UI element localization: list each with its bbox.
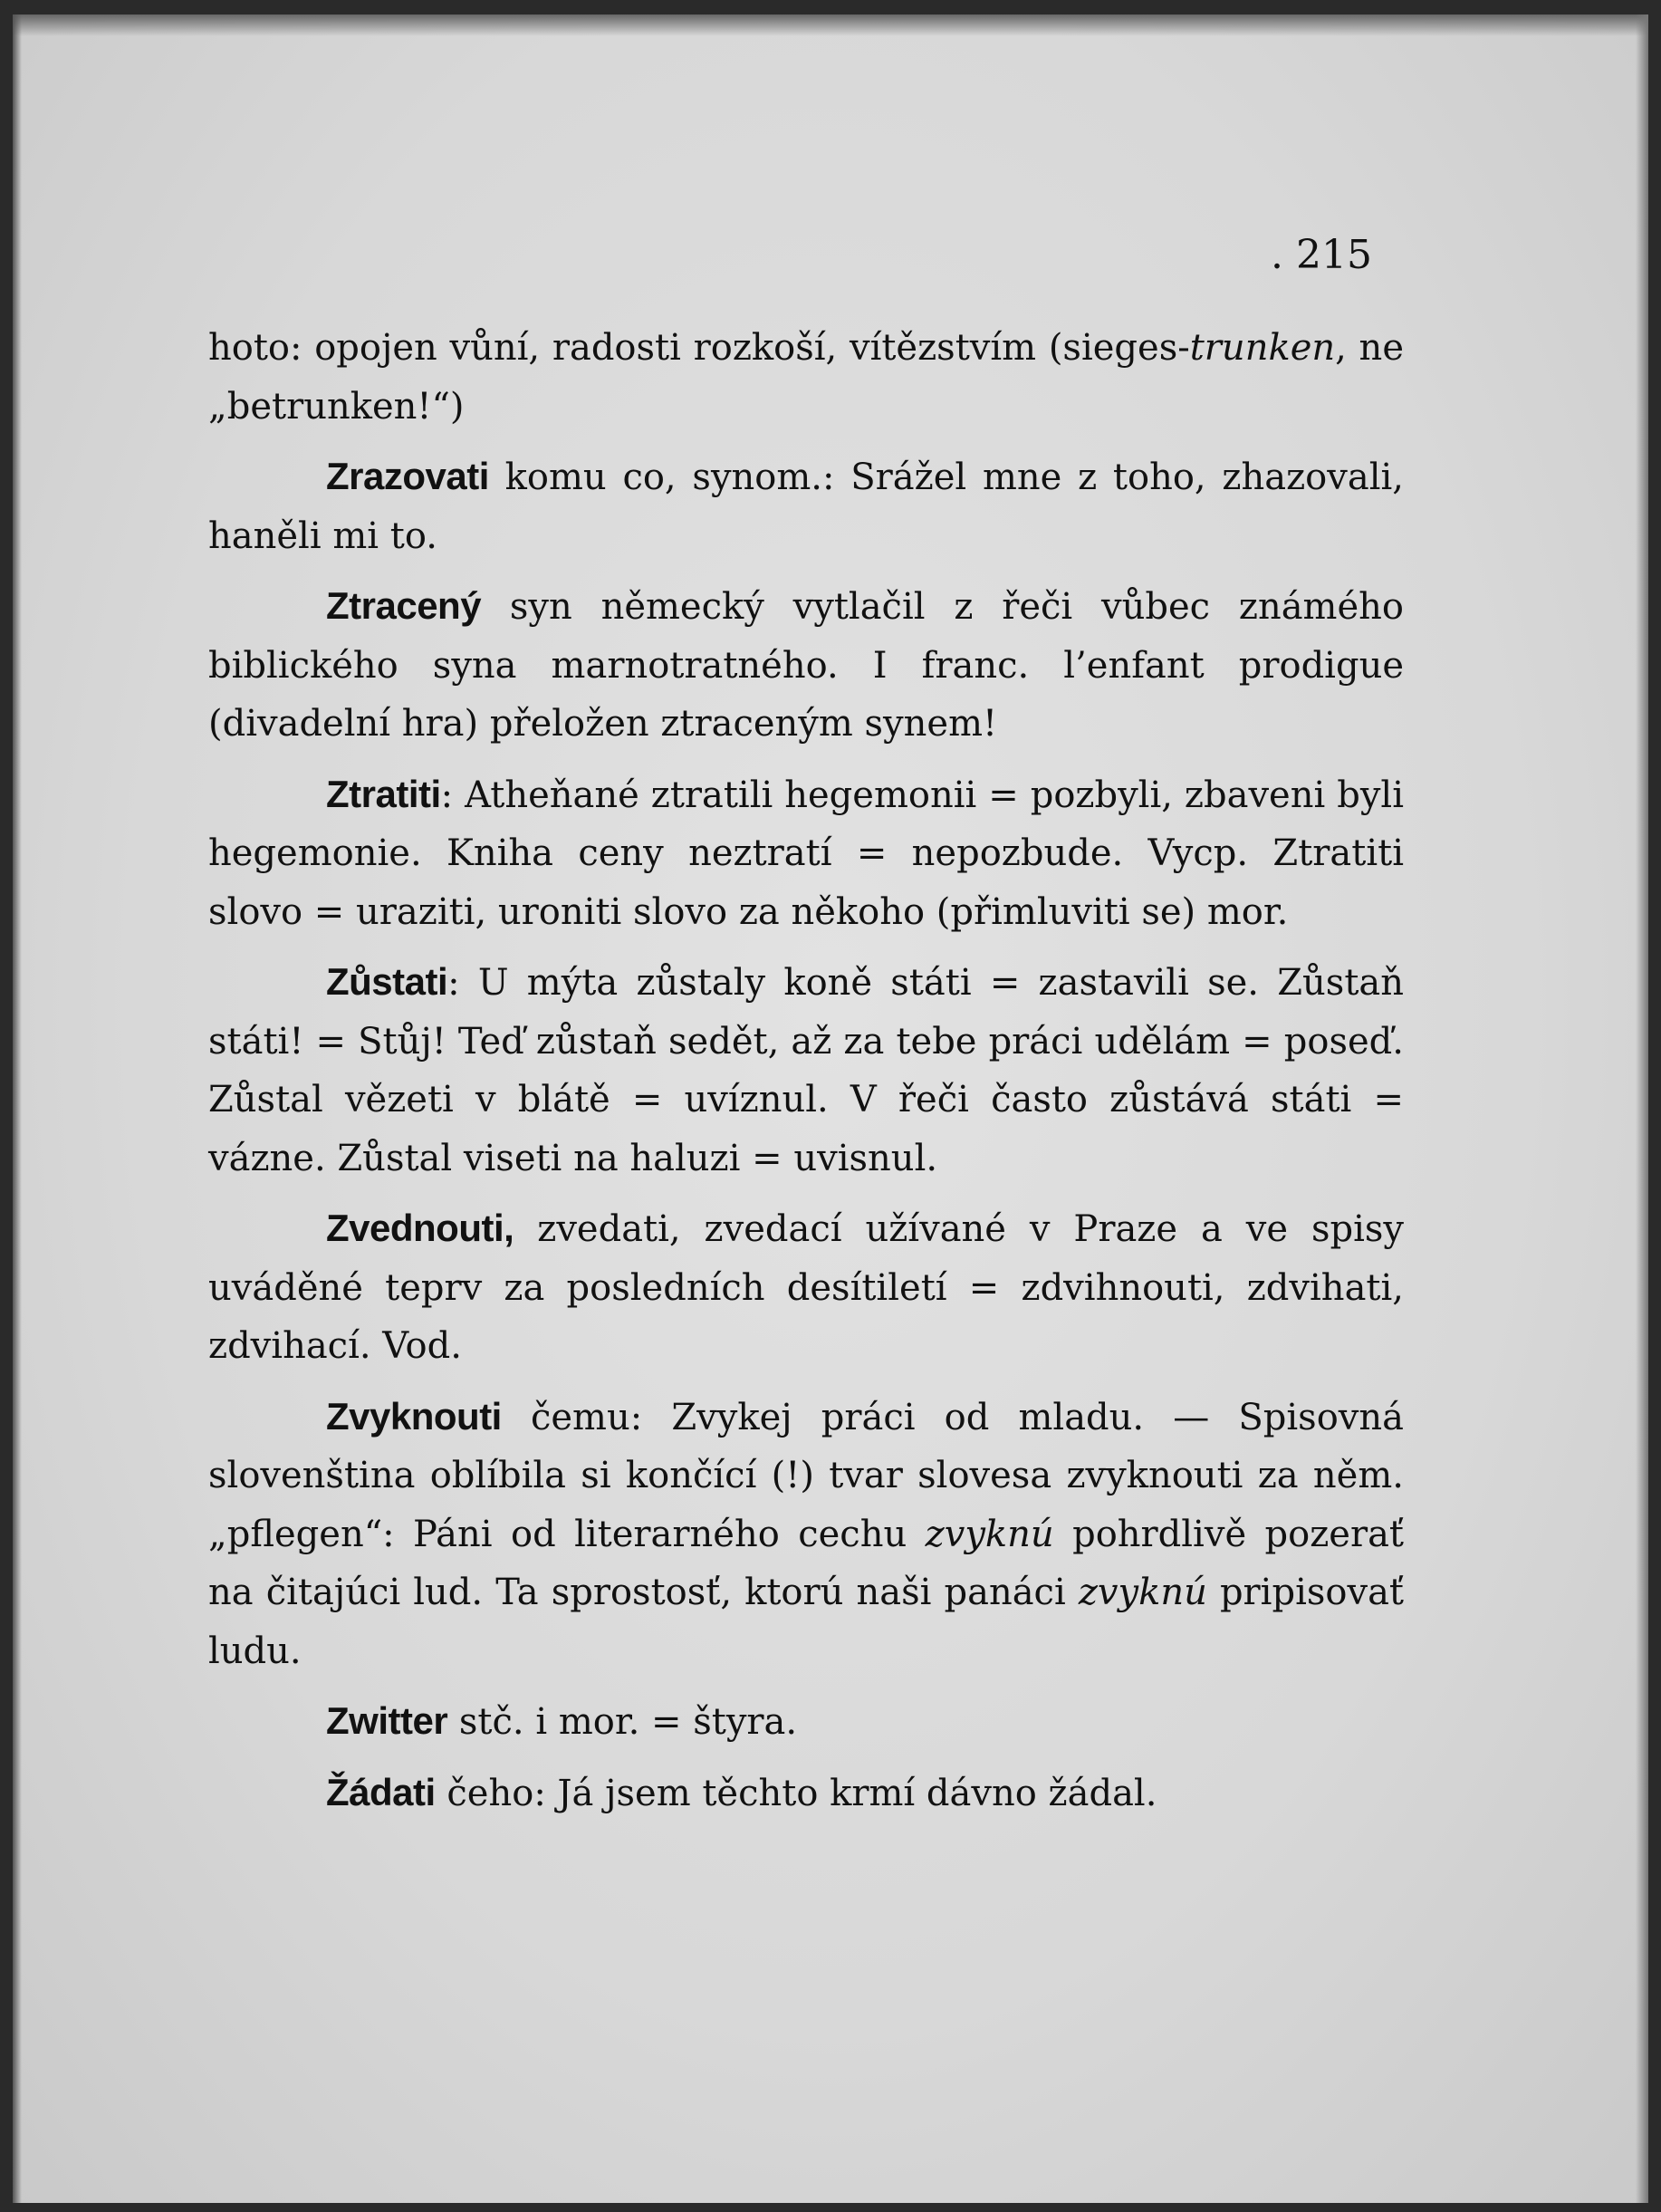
entry-text: , ne „betrunken!“) bbox=[208, 327, 1404, 428]
entry-text: : U mýta zůstaly koně státi = zastavili se. Zůstaň státi! = Stůj! Teď zůstaň sedět, až za tebe práci udělám = poseď. Zůstal vězeti v blátě = uvíznul. V řeči často zůstává státi = vázne. Zůstal viseti na haluzi = uvisnul. bbox=[208, 962, 1404, 1179]
entry-zrazovati bbox=[208, 447, 1404, 565]
entry-ztraceny bbox=[208, 577, 1404, 754]
entry-text: hoto: opojen vůní, radosti rozkoší, vítězstvím (sieges- bbox=[208, 327, 1190, 369]
headword: Zvednouti, bbox=[326, 1207, 514, 1249]
entry-italic: zvyknú bbox=[1078, 1572, 1207, 1613]
entry-text: pohrdlivě pozerať na čitajúci lud. Ta sprostosť, ktorú naši panáci bbox=[208, 1513, 1405, 1613]
entry-text: syn německý vytlačil z řeči vůbec známého biblického syna marnotratného. I franc. l’enfant prodigue (divadelní hra) přeložen ztraceným synem! bbox=[208, 586, 1404, 745]
entry-text: pripisovať ludu. bbox=[208, 1572, 1405, 1672]
page-top-shadow bbox=[13, 14, 1648, 36]
entry-text: stč. i mor. = štyra. bbox=[447, 1701, 798, 1743]
dictionary-text bbox=[208, 319, 1404, 1834]
headword: Zvyknouti bbox=[326, 1394, 502, 1438]
book-page bbox=[13, 14, 1648, 2203]
entry-zustati bbox=[208, 953, 1404, 1188]
headword: Zrazovati bbox=[326, 455, 489, 497]
headword: Ztratiti bbox=[326, 772, 441, 815]
headword: Ztracený bbox=[326, 584, 482, 627]
entry-zvednouti bbox=[208, 1199, 1404, 1376]
entry-zadati bbox=[208, 1764, 1404, 1823]
page-number: . 215 bbox=[1271, 232, 1372, 278]
entry-text: : Atheňané ztratili hegemonii = pozbyli, zbaveni byli hegemonie. Kniha ceny neztratí = nepozbude. Vycp. Ztratiti slovo = uraziti, uroniti slovo za někoho (přimluviti se) mor. bbox=[208, 774, 1404, 933]
entry-italic: zvyknú bbox=[925, 1513, 1054, 1555]
entry-zwitter bbox=[208, 1692, 1404, 1752]
headword: Zwitter bbox=[326, 1699, 448, 1742]
entry-italic: trunken bbox=[1189, 327, 1336, 369]
page-left-shadow bbox=[13, 14, 22, 2203]
entry-continuation bbox=[208, 319, 1404, 436]
entry-ztratiti bbox=[208, 765, 1404, 942]
entry-zvyknouti bbox=[208, 1388, 1404, 1681]
entry-text: čeho: Já jsem těchto krmí dávno žádal. bbox=[435, 1772, 1157, 1814]
headword: Zůstati bbox=[326, 960, 448, 1003]
headword: Žádati bbox=[326, 1770, 436, 1813]
entry-text: zvedati, zvedací užívané v Praze a ve spisy uváděné teprv za posledních desítiletí = zdvihnouti, zdvihati, zdvihací. Vod. bbox=[208, 1208, 1404, 1367]
entry-text: komu co, synom.: Srážel mne z toho, zhazovali, haněli mi to. bbox=[208, 457, 1404, 557]
page-right-shadow bbox=[1636, 14, 1648, 2203]
entry-text: čemu: Zvykej práci od mladu. — Spisovná slovenština oblíbila si končící (!) tvar slovesa zvyknouti za něm. „pflegen“: Páni od literarného cechu bbox=[208, 1396, 1404, 1555]
